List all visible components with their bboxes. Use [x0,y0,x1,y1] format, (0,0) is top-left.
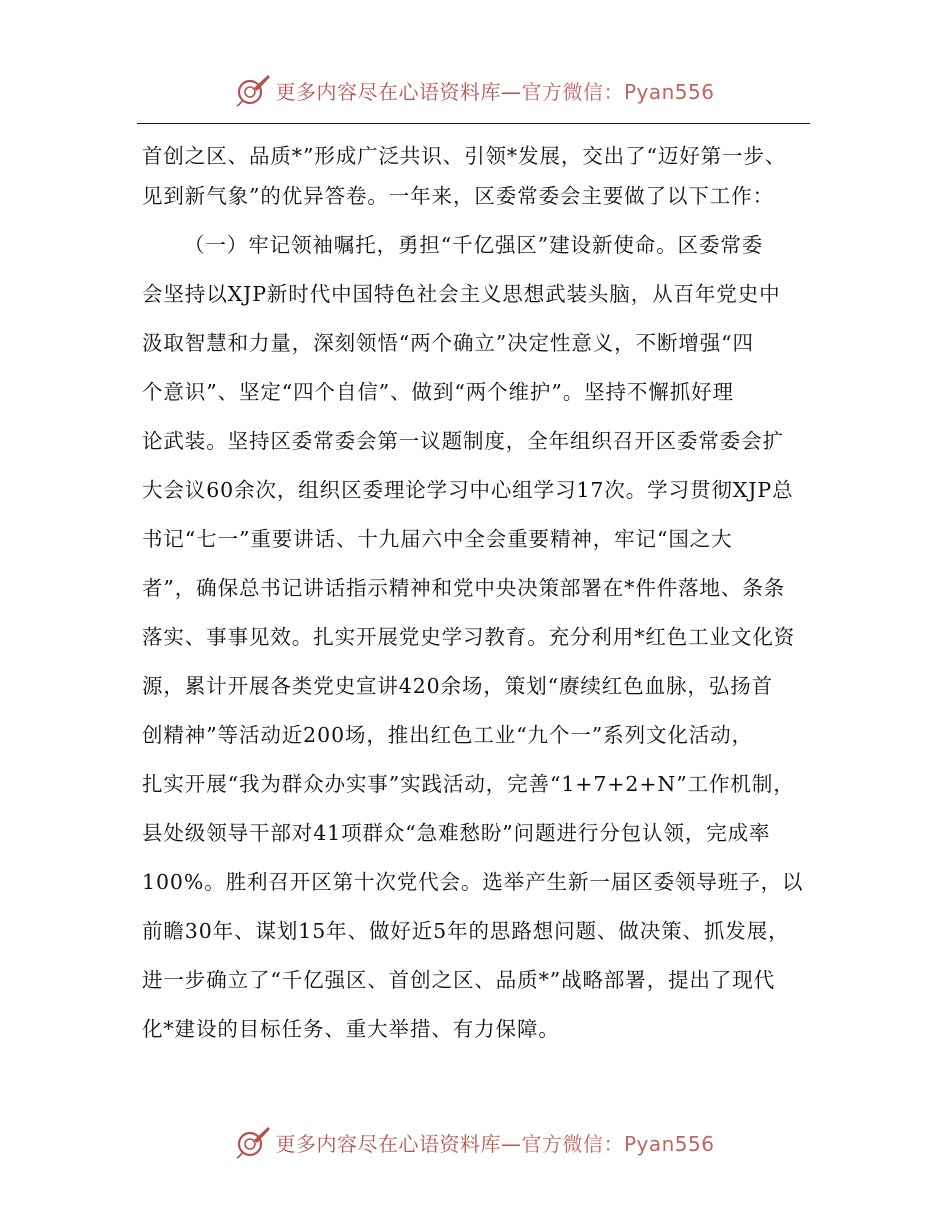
text-line: 化*建设的目标任务、重大举措、有力保障。 [142,1017,560,1041]
text-line: 书记“七一”重要讲话、十九届六中全会重要精神，牢记“国之大 [142,527,733,551]
text-line: 进一步确立了“千亿强区、首创之区、品质*”战略部署，提出了现代 [142,968,776,992]
watermark-contact-text: 官方微信：Pyan556 [521,79,715,104]
pen-logo-icon [235,72,271,108]
text-line: 前瞻30年、谋划15年、做好近5年的思路想问题、做决策、抓发展， [142,919,790,943]
text-line: （一）牢记领袖嘱托，勇担“千亿强区”建设新使命。区委常委 [184,233,764,257]
text-line: 县处级领导干部对41项群众“急难愁盼”问题进行分包认领，完成率 [142,821,771,845]
text-line: 扎实开展“我为群众办实事”实践活动，完善“1+7+2+N”工作机制， [142,772,795,796]
text-line: 者”，确保总书记讲话指示精神和党中央决策部署在*件件落地、条条 [142,576,786,600]
text-line: 论武装。坚持区委常委会第一议题制度，全年组织召开区委常委会扩 [142,429,784,453]
text-line: 100%。胜利召开区第十次党代会。选举产生新一届区委领导班子，以 [142,870,804,894]
text-line: 个意识”、坚定“四个自信”、做到“两个维护”。坚持不懈抓好理 [142,380,734,404]
watermark-banner-bottom [0,1122,950,1162]
text-line: 源，累计开展各类党史宣讲420余场，策划“赓续红色血脉，弘扬首 [142,674,774,698]
watermark-separator: — [500,1131,522,1156]
text-line: 落实、事事见效。扎实开展党史学习教育。充分利用*红色工业文化资 [142,625,796,649]
text-line: 首创之区、品质*”形成广泛共识、引领*发展，交出了“迈好第一步、 [142,144,787,168]
watermark-separator: — [500,79,522,104]
text-line: 汲取智慧和力量，深刻领悟“两个确立”决定性意义，不断增强“四 [142,331,754,355]
text-line: 大会议60余次，组织区委理论学习中心组学习17次。学习贯彻XJP总 [142,478,794,502]
text-line: 创精神”等活动近200场，推出红色工业“九个一”系列文化活动， [142,723,753,747]
watermark-contact-text: 官方微信：Pyan556 [521,1131,715,1156]
watermark-brand-text: 更多内容尽在心语资料库 [275,79,501,104]
pen-logo-icon [235,1124,271,1160]
text-line: 见到新气象”的优异答卷。一年来，区委常委会主要做了以下工作： [142,184,774,208]
watermark-brand-text: 更多内容尽在心语资料库 [275,1131,501,1156]
text-line: 会坚持以XJP新时代中国特色社会主义思想武装头脑，从百年党史中 [142,282,781,306]
watermark-banner-top [0,70,950,110]
document-body [142,123,808,1054]
